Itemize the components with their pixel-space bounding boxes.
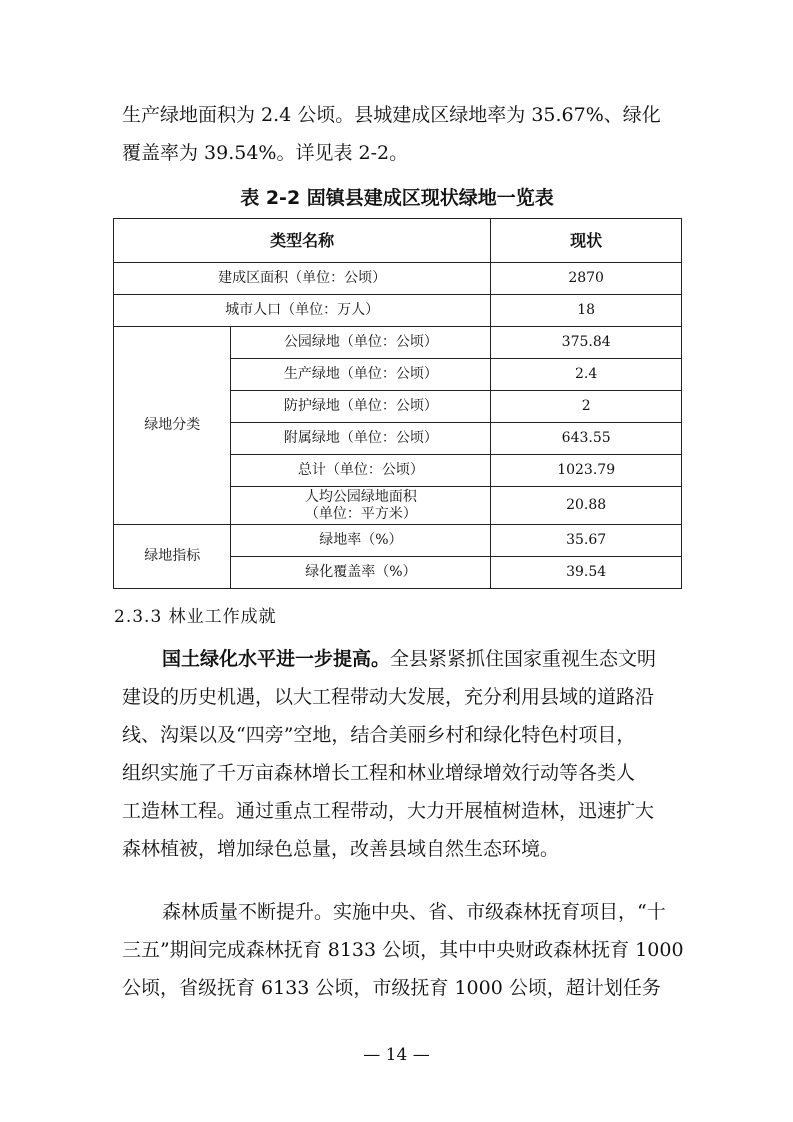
row-label: 绿化覆盖率（%） bbox=[231, 557, 491, 589]
forest-paragraph-1 bbox=[122, 640, 676, 868]
row-label-line: （单位：平方米） bbox=[304, 505, 417, 522]
text-line: 线、沟渠以及“四旁”空地，结合美丽乡村和绿化特色村项目， bbox=[122, 724, 636, 746]
page-number: — 14 — bbox=[363, 1045, 430, 1065]
row-label bbox=[231, 487, 491, 525]
row-label: 生产绿地（单位：公顷） bbox=[231, 359, 491, 391]
row-label-line: 人均公园绿地面积 bbox=[304, 488, 417, 505]
row-label: 公园绿地（单位：公顷） bbox=[231, 327, 491, 359]
text-line: 组织实施了千万亩森林增长工程和林业增绿增效行动等各类人 bbox=[122, 762, 636, 784]
table-title: 表 2-2 固镇县建成区现状绿地一览表 bbox=[240, 187, 554, 209]
text-line: 三五”期间完成森林抚育 8133 公顷，其中中央财政森林抚育 1000 bbox=[122, 939, 684, 961]
header-category: 类型名称 bbox=[114, 219, 491, 263]
paragraph-lead: 国土绿化水平进一步提高。 bbox=[162, 648, 391, 670]
row-value: 643.55 bbox=[491, 423, 682, 455]
group-label-indicators: 绿地指标 bbox=[114, 525, 231, 589]
row-label: 建成区面积（单位：公顷） bbox=[114, 263, 491, 295]
row-label: 附属绿地（单位：公顷） bbox=[231, 423, 491, 455]
row-label: 城市人口（单位：万人） bbox=[114, 295, 491, 327]
greenland-table bbox=[113, 218, 682, 589]
text-line: 工造林工程。通过重点工程带动，大力开展植树造林，迅速扩大 bbox=[122, 800, 655, 822]
row-label: 总计（单位：公顷） bbox=[231, 455, 491, 487]
row-value: 2.4 bbox=[491, 359, 682, 391]
text-line: 森林植被，增加绿色总量，改善县域自然生态环境。 bbox=[122, 838, 560, 860]
row-label: 绿地率（%） bbox=[231, 525, 491, 557]
text-span: 全县紧紧抓住国家重视生态文明 bbox=[390, 648, 657, 670]
section-heading: 2.3.3 林业工作成就 bbox=[114, 607, 277, 627]
text-line: 生产绿地面积为 2.4 公顷。县城建成区绿地率为 35.67%、绿化 bbox=[122, 104, 661, 126]
group-label-classification: 绿地分类 bbox=[114, 327, 231, 525]
table-header-row bbox=[114, 219, 682, 263]
text-line: 森林质量不断提升。实施中央、省、市级森林抚育项目，“十 bbox=[162, 901, 666, 923]
header-status: 现状 bbox=[491, 219, 682, 263]
text-line: 建设的历史机遇，以大工程带动大发展，充分利用县域的道路沿 bbox=[122, 686, 655, 708]
table-row bbox=[114, 295, 682, 327]
row-value: 2 bbox=[491, 391, 682, 423]
row-value: 18 bbox=[491, 295, 682, 327]
intro-paragraph bbox=[122, 96, 676, 172]
row-value: 39.54 bbox=[491, 557, 682, 589]
row-value: 375.84 bbox=[491, 327, 682, 359]
text-line: 公顷，省级抚育 6133 公顷，市级抚育 1000 公顷，超计划任务 bbox=[122, 977, 661, 999]
table-row bbox=[114, 263, 682, 295]
row-value: 20.88 bbox=[491, 487, 682, 525]
text-line bbox=[122, 640, 676, 678]
row-label: 防护绿地（单位：公顷） bbox=[231, 391, 491, 423]
row-value: 2870 bbox=[491, 263, 682, 295]
forest-paragraph-2 bbox=[122, 893, 684, 1007]
row-value: 1023.79 bbox=[491, 455, 682, 487]
table-row bbox=[114, 327, 682, 359]
text-line: 覆盖率为 39.54%。详见表 2-2。 bbox=[122, 142, 409, 164]
row-value: 35.67 bbox=[491, 525, 682, 557]
table-row bbox=[114, 525, 682, 557]
